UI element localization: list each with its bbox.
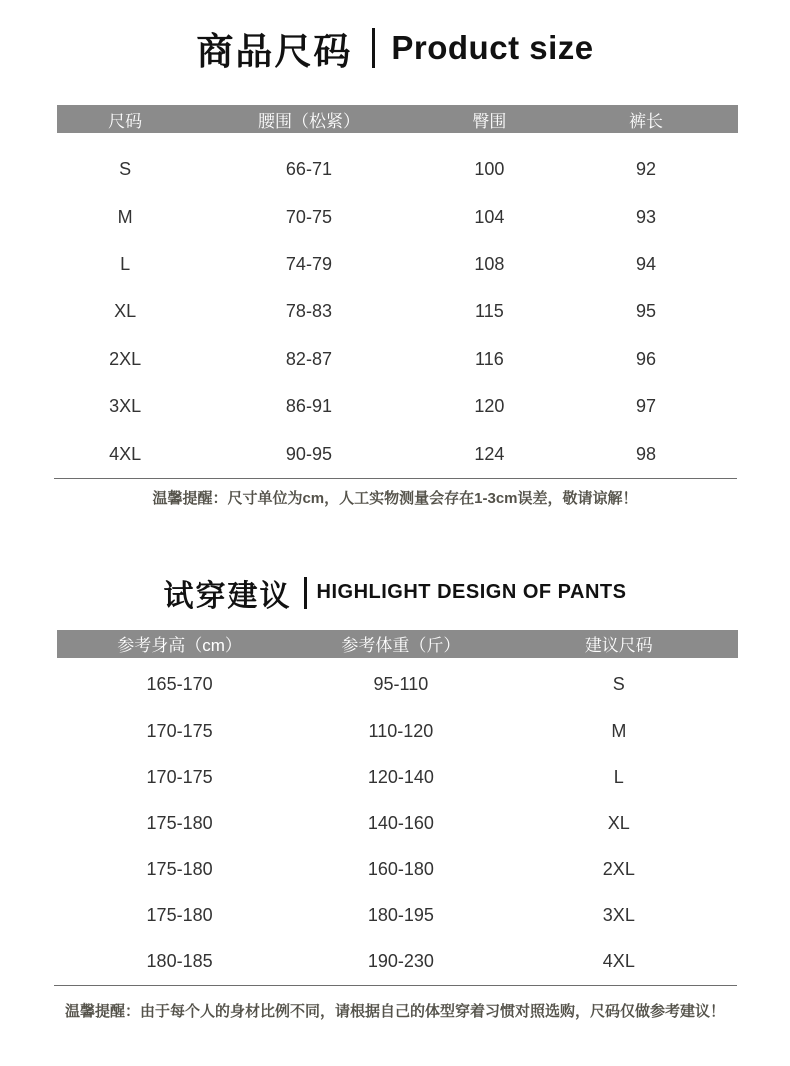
cell-hip: 120 [474,396,505,417]
cell-suggested-size: L [613,766,624,787]
cell-ref-weight: 110-120 [368,720,434,741]
table-row [57,383,738,430]
table1-divider [54,478,737,479]
cell-waist: 70-75 [285,206,332,227]
cell-ref-weight: 160-180 [367,859,434,880]
table-row [57,430,738,477]
cell-ref-weight: 180-195 [367,905,434,926]
cell-hip: 104 [474,206,505,227]
cell-ref-height: 175-180 [146,905,213,926]
table-row [57,193,738,240]
cell-ref-height: 170-175 [146,720,213,741]
cell-waist: 66-71 [285,159,332,180]
cell-pants-length: 97 [636,396,657,417]
header-suggested-size: 建议尺码 [584,636,653,656]
cell-hip: 100 [474,159,505,180]
product-size-table [57,105,738,478]
table-row [57,708,738,754]
cell-pants-length: 92 [636,159,657,180]
product-size-table-body [57,133,738,478]
cell-suggested-size: 3XL [602,905,635,926]
cell-waist: 74-79 [285,253,332,274]
cell-suggested-size: XL [607,812,630,833]
cell-waist: 82-87 [285,348,332,369]
cell-waist: 78-83 [285,301,332,322]
cell-size: S [119,159,132,180]
cell-ref-height: 170-175 [146,766,213,787]
header-hip: 臀围 [472,111,507,131]
cell-suggested-size: S [612,674,625,695]
header-waist: 腰围（松紧） [257,111,360,131]
cell-size: 4XL [109,443,142,464]
table-row [57,893,738,939]
fitting-advice-title-en: HIGHLIGHT DESIGN OF PANTS [316,581,627,604]
table-row [57,800,738,846]
table-row [57,754,738,800]
table-row [57,846,738,892]
fitting-advice-table [57,630,738,985]
cell-ref-height: 165-170 [146,674,213,695]
cell-size: M [117,206,133,227]
fitting-advice-table-body [57,658,738,985]
cell-ref-height: 175-180 [146,812,213,833]
table-row [57,662,738,708]
cell-pants-length: 93 [636,206,657,227]
table-row [57,336,738,383]
title-divider-bar [304,577,307,609]
fitting-advice-title [0,575,790,611]
header-size: 尺码 [108,111,143,131]
cell-suggested-size: 2XL [602,859,635,880]
header-pants-length: 裤长 [629,111,664,131]
header-ref-height: 参考身高（cm） [117,636,242,656]
fitting-advice-title-zh: 试穿建议 [163,579,292,613]
product-size-table-header [57,105,738,133]
cell-pants-length: 98 [636,443,657,464]
cell-ref-height: 175-180 [146,859,213,880]
product-size-title [0,0,790,71]
product-size-title-zh: 商品尺码 [196,31,353,72]
cell-pants-length: 96 [636,348,657,369]
fitting-advice-table-header [57,630,738,658]
table-row [57,146,738,193]
cell-hip: 116 [475,348,504,369]
cell-waist: 86-91 [285,396,332,417]
fitting-note: 温馨提醒：由于每个人的身材比例不同，请根据自己的体型穿着习惯对照选购，尺码仅做参考建议！ [64,1003,725,1021]
cell-suggested-size: 4XL [602,951,635,972]
cell-size: XL [114,301,137,322]
header-ref-weight: 参考体重（斤） [341,636,461,656]
table-row [57,288,738,335]
cell-hip: 124 [474,443,505,464]
cell-hip: 108 [474,253,505,274]
table-row [57,241,738,288]
cell-pants-length: 94 [636,253,657,274]
cell-ref-weight: 120-140 [367,766,434,787]
cell-pants-length: 95 [636,301,657,322]
cell-hip: 115 [475,301,504,322]
title-divider-bar [372,28,375,68]
size-note: 温馨提醒：尺寸单位为cm，人工实物测量会存在1-3cm误差，敬请谅解！ [152,489,638,507]
cell-ref-weight: 95-110 [373,674,429,695]
table-row [57,939,738,985]
cell-ref-weight: 140-160 [367,812,434,833]
cell-suggested-size: M [611,720,627,741]
cell-waist: 90-95 [285,443,332,464]
cell-size: L [120,253,131,274]
cell-ref-weight: 190-230 [367,951,434,972]
cell-ref-height: 180-185 [146,951,213,972]
product-size-title-en: Product size [391,29,594,66]
cell-size: 2XL [109,348,142,369]
cell-size: 3XL [109,396,142,417]
table2-divider [54,985,737,986]
